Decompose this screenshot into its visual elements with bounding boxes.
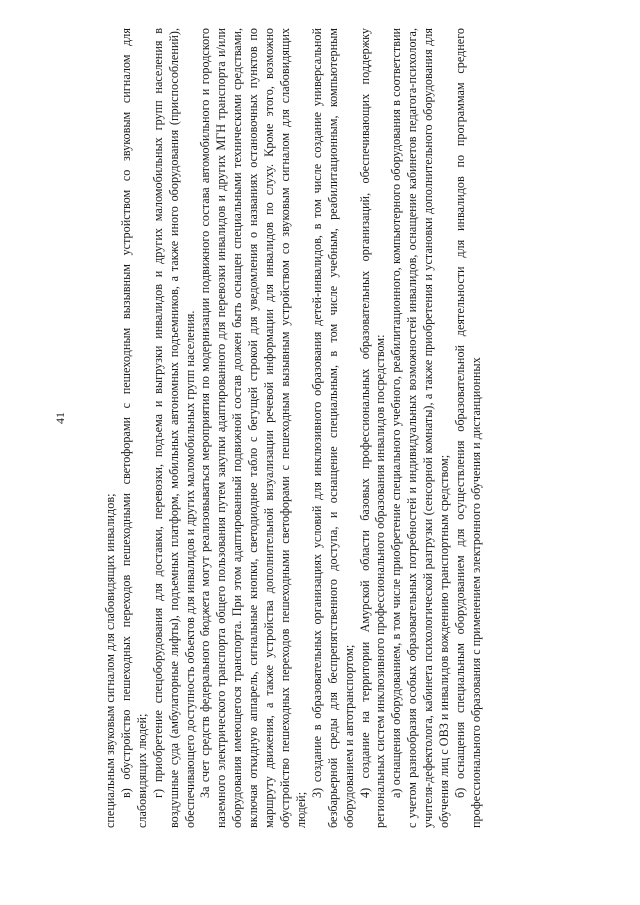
paragraph: б) оснащения специальным оборудованием для осуществления образовательной деятельности для инвалидов по программам среднего профессионального образования с применением электронного обучения и дистанционных: [452, 28, 483, 828]
rotated-text-sheet: [53, 28, 573, 828]
body-text: [103, 28, 485, 828]
paragraph: За счет средств федерального бюджета могут реализовываться мероприятия по модернизации подвижного состава автомобильного и городского наземного электрического транспорта общего пользования путем закупки адаптированного для перевозки инвалидов и других МГН транспорта и/или оборудования имеющегося транспорта. При этом адаптированный подвижной состав должен быть оснащен специальными техническими средствами, включая откидную аппарель, сигнальные кнопки, светодиодное табло с бегущей строкой для уведомления о названиях остановочных пунктов по маршруту движения, а также устройства дополнительной визуализации речевой информации для инвалидов по слуху. Кроме этого, возможно обустройство пешеходных переходов пешеходными светофорами с пешеходным вызывным устройством со звуковым сигналом для слабовидящих людей;: [198, 28, 308, 828]
paragraph: 3) создание в образовательных организациях условий для инклюзивного образования детей-инвалидов, в том числе создание универсальной безбарьерной среды для беспрепятственного доступа, и оснащение специальным, в том числе учебным, реабилитационным, компьютерным оборудованием и автотранспортом;: [309, 28, 356, 828]
paragraph: а) оснащения оборудованием, в том числе приобретение специального учебного, реабилитационного, компьютерного оборудования в соответствии с учетом разнообразия особых образовательных потребностей и индивидуальных возможностей инвалидов, оснащение кабинетов педагога-психолога, учителя-дефектолога, кабинета психологической разгрузки (сенсорной комнаты), а также приобретения и установки дополнительного оборудования для обучения лиц с ОВЗ и инвалидов вожденнию транспортным средством;: [389, 28, 452, 828]
page-number: 41: [53, 412, 67, 424]
paragraph: специальным звуковым сигналом для слабовидящих инвалидов;: [103, 493, 117, 828]
paragraph: в) обустройство пешеходных переходов пешеходными светофорами с пешеходным вызывным устройством со звуковым сигналом для слабовидящих людей;: [118, 28, 149, 828]
paragraph: 4) создание на территории Амурской области базовых профессиональных образовательных организаций, обеспечивающих поддержку региональных систем инклюзивного профессионального образования инвалидов посредством:: [357, 28, 388, 828]
paragraph: г) приобретение спецоборудования для доставки, перевозки, подъема и выгрузки инвалидов и других маломобильных групп населения в воздушные суда (амбулаторные лифты), подъемных платформ, мобильных автономных подъемников, а также иного оборудования (приспособлений), обеспечивающего доступность объектов для инвалидов и других маломобильных групп населения.: [150, 28, 197, 828]
